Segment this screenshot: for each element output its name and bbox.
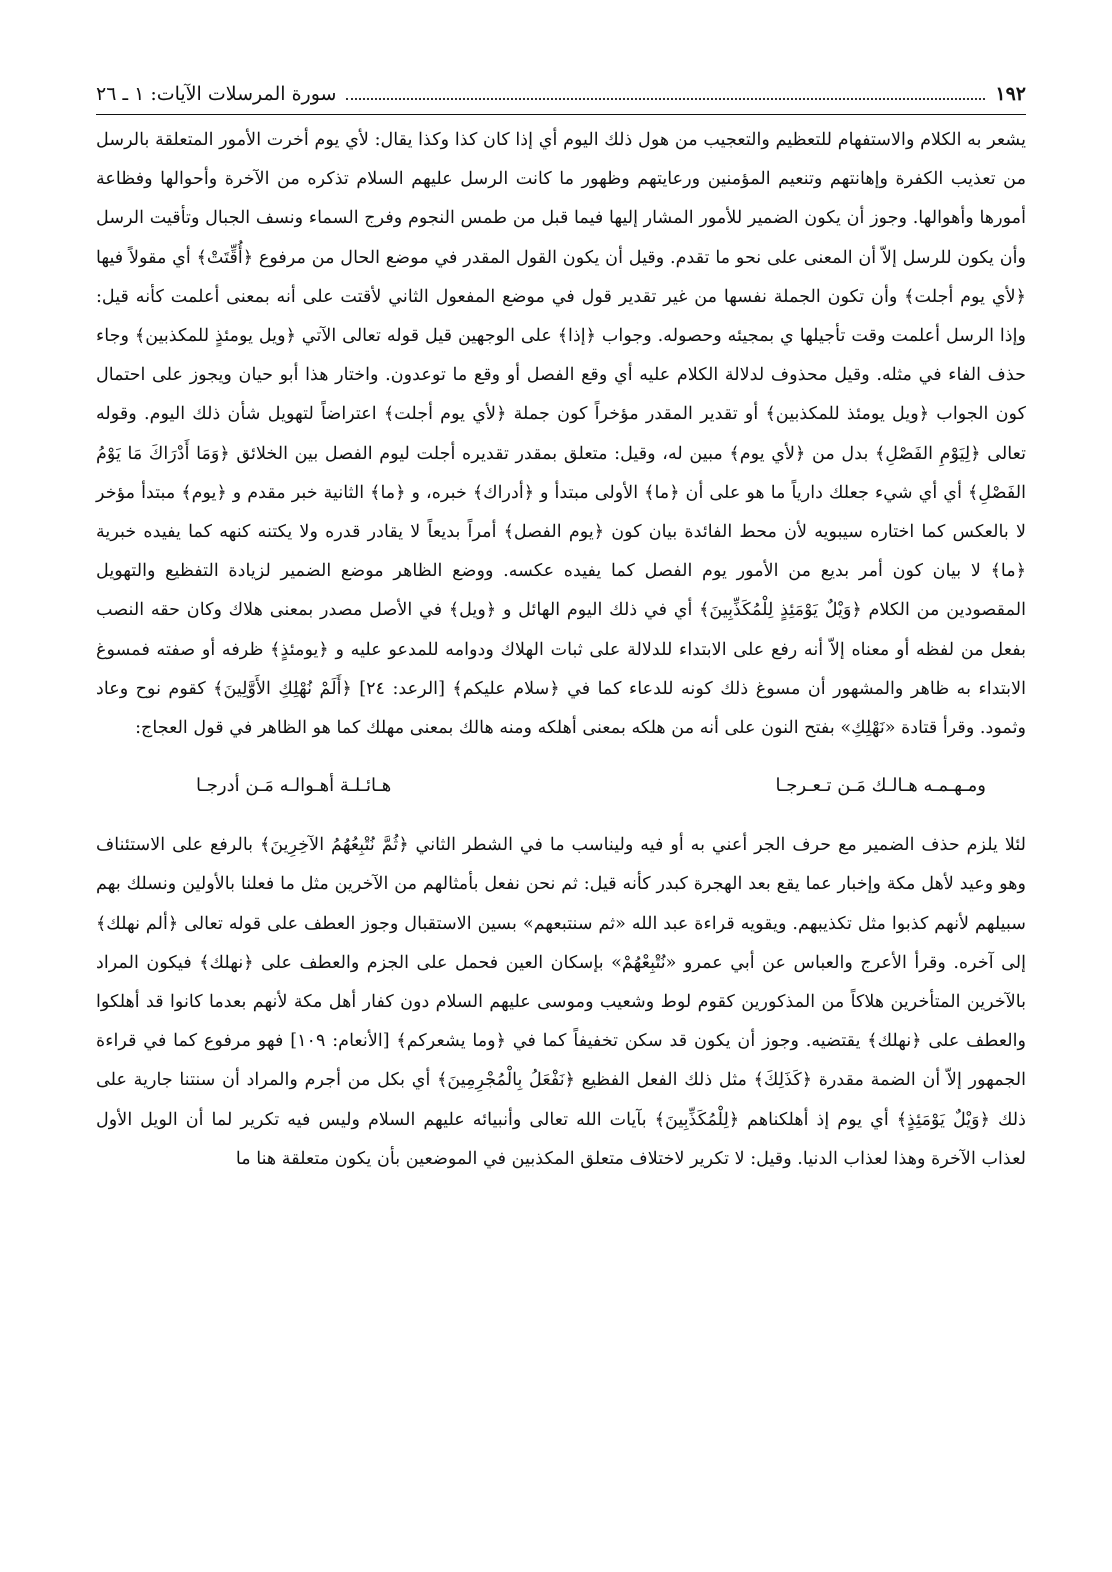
- poetry-verse: [196, 766, 986, 806]
- running-header: [96, 78, 1026, 115]
- commentary-paragraph-2: لئلا يلزم حذف الضمير مع حرف الجر أعني به أو فيه وليناسب ما في الشطر الثاني ﴿ثُمَّ نُتْبِعُهُمُ الآخِرِينَ﴾ بالرفع على الاستئناف وهو وعيد لأهل مكة وإخبار عما يقع بعد الهجرة كبدر كأنه قيل: ثم نحن نفعل بأمثالهم من الآخرين مثل ما فعلنا بالأولين ونسلك بهم سبيلهم لأنهم كذبوا مثل تكذيبهم. ويقويه قراءة عبد الله «ثم سنتبعهم» بسين الاستقبال وجوز العطف على قوله تعالى ﴿ألم نهلك﴾ إلى آخره. وقرأ الأعرج والعباس عن أبي عمرو «نُتْبِعْهُمْ» بإسكان العين فحمل على الجزم والعطف على ﴿نهلك﴾ فيكون المراد بالآخرين المتأخرين هلاكاً من المذكورين كقوم لوط وشعيب وموسى عليهم السلام دون كفار أهل مكة لأنهم بعدما كانوا قد أهلكوا والعطف على ﴿نهلك﴾ يقتضيه. وجوز أن يكون قد سكن تخفيفاً كما في ﴿وما يشعركم﴾ [الأنعام: ١٠٩] فهو مرفوع كما في قراءة الجمهور إلاّ أن الضمة مقدرة ﴿كَذَلِكَ﴾ مثل ذلك الفعل الفظيع ﴿نَفْعَلُ بِالْمُجْرِمِينَ﴾ أي بكل من أجرم والمراد أن سنتنا جارية على ذلك ﴿وَيْلٌ يَوْمَئِذٍ﴾ أي يوم إذ أهلكناهم ﴿لِلْمُكَذِّبِينَ﴾ بآيات الله تعالى وأنبيائه عليهم السلام وليس فيه تكرير لما أن الويل الأول لعذاب الآخرة وهذا لعذاب الدنيا. وقيل: لا تكرير لاختلاف متعلق المكذبين في الموضعين بأن يكون متعلقة هنا ما: [96, 835, 1027, 1169]
- verse-second-hemistich: هـائـلـة أهـوالـه مَـن أدرجـا: [196, 775, 392, 797]
- surah-title: سورة المرسلات الآيات: ١ ـ ٢٦: [96, 83, 337, 105]
- commentary-paragraph-1: يشعر به الكلام والاستفهام للتعظيم والتعجيب من هول ذلك اليوم أي إذا كان كذا وكذا يقال: لأي يوم أخرت الأمور المتعلقة بالرسل من تعذيب الكفرة وإهانتهم وتنعيم المؤمنين ورعايتهم وظهور ما كانت الرسل عليهم السلام تذكره من الآخرة وأحوالها وفظاعة أمورها وأهوالها. وجوز أن يكون الضمير للأمور المشار إليها فيما قبل من طمس النجوم وفرج السماء ونسف الجبال وتأقيت الرسل وأن يكون للرسل إلاّ أن المعنى على نحو ما تقدم. وقيل أن يكون القول المقدر في موضع الحال من مرفوع ﴿أُقِّتَتْ﴾ أي مقولاً فيها ﴿لأي يوم أجلت﴾ وأن تكون الجملة نفسها من غير تقدير قول في موضع المفعول الثاني لأقتت على أنه بمعنى أعلمت كأنه قيل: وإذا الرسل أعلمت وقت تأجيلها ي بمجيئه وحصوله. وجواب ﴿إذا﴾ على الوجهين قيل قوله تعالى الآتي ﴿ويل يومئذٍ للمكذبين﴾ وجاء حذف الفاء في مثله. وقيل محذوف لدلالة الكلام عليه أي وقع الفصل أو وقع ما توعدون. واختار هذا أبو حيان ويجوز على احتمال كون الجواب ﴿ويل يومئذ للمكذبين﴾ أو تقدير المقدر مؤخراً كون جملة ﴿لأي يوم أجلت﴾ اعتراضاً لتهويل شأن ذلك اليوم. وقوله تعالى ﴿لِيَوْمِ الفَصْلِ﴾ بدل من ﴿لأي يوم﴾ مبين له، وقيل: متعلق بمقدر تقديره أجلت ليوم الفصل بين الخلائق ﴿وَمَا أَدْرَاكَ مَا يَوْمُ الفَصْلِ﴾ أي أي شيء جعلك دارياً ما هو على أن ﴿ما﴾ الأولى مبتدأ و ﴿أدراك﴾ خبره، و ﴿ما﴾ الثانية خبر مقدم و ﴿يوم﴾ مبتدأ مؤخر لا بالعكس كما اختاره سيبويه لأن محط الفائدة بيان كون ﴿يوم الفصل﴾ أمراً بديعاً لا يقادر قدره ولا يكتنه كنهه كما يفيده خبرية ﴿ما﴾ لا بيان كون أمر بديع من الأمور يوم الفصل كما يفيده عكسه. ووضع الظاهر موضع الضمير لزيادة التفظيع والتهويل المقصودين من الكلام ﴿وَيْلٌ يَوْمَئِذٍ لِلْمُكَذِّبِينَ﴾ أي في ذلك اليوم الهائل و ﴿ويل﴾ في الأصل مصدر بمعنى هلاك وكان حقه النصب بفعل من لفظه أو معناه إلاّ أنه رفع على الابتداء للدلالة على ثبات الهلاك ودوامه للمدعو عليه و ﴿يومئذٍ﴾ ظرفه أو صفته فمسوغ الابتداء به ظاهر والمشهور أن مسوغ ذلك كونه للدعاء كما في ﴿سلام عليكم﴾ [الرعد: ٢٤] ﴿أَلَمْ نُهْلِكِ الأَوَّلِينَ﴾ كقوم نوح وعاد وثمود. وقرأ قتادة «نَهْلِكِ» بفتح النون على أنه من هلكه بمعنى أهلكه ومنه هالك بمعنى مهلك كما هو الظاهر في قول العجاج:: [96, 130, 1026, 739]
- book-page: [96, 78, 1026, 1179]
- verse-first-hemistich: ومـهـمـه هـالـك مَـن تـعـرجـا: [775, 775, 986, 797]
- dotted-leader: [346, 98, 985, 100]
- page-number: ١٩٢: [995, 83, 1026, 105]
